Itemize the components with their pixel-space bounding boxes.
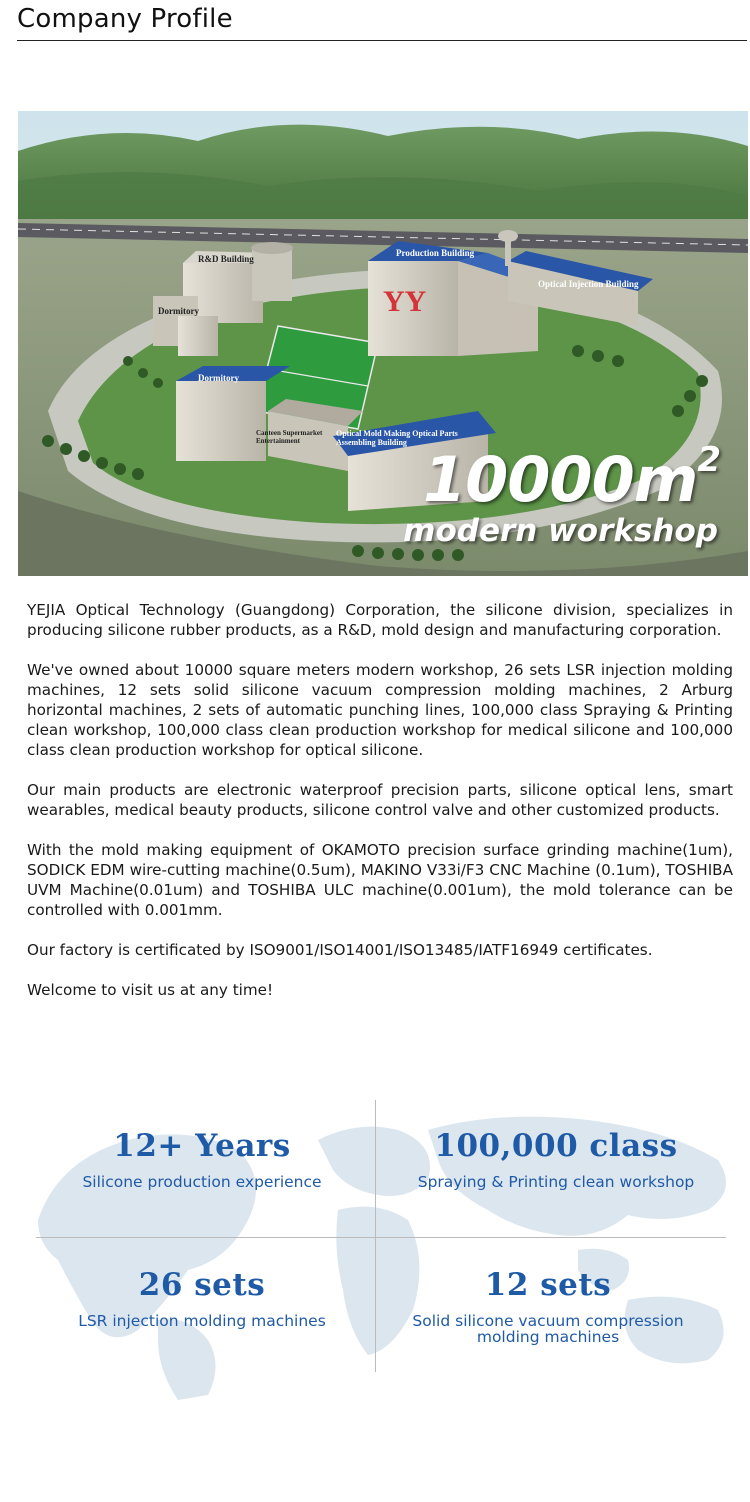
stat-label: Solid silicone vacuum compression molding machines <box>412 1312 684 1346</box>
stats-panel <box>18 1100 748 1400</box>
building-label: Dormitory <box>198 373 239 383</box>
stat-card <box>22 1128 382 1190</box>
divider-horizontal <box>36 1237 726 1238</box>
description-paragraph: Welcome to visit us at any time! <box>27 981 274 999</box>
company-description <box>27 600 733 1020</box>
description-paragraph: Our main products are electronic waterproof precision parts, silicone optical lens, smart wearables, medical beauty products, silicone control valve and other customized products. <box>27 781 733 819</box>
svg-text:YY: YY <box>383 285 427 318</box>
stat-card <box>376 1128 736 1190</box>
building-label: Optical Mold Making Optical Parts Assembling Building <box>336 429 458 447</box>
page-title: Company Profile <box>17 4 233 34</box>
hero-subline: modern workshop <box>403 513 718 549</box>
stat-label: LSR injection molding machines <box>78 1312 326 1330</box>
stat-value: 12+ Years <box>113 1128 291 1164</box>
description-paragraph: With the mold making equipment of OKAMOTO precision surface grinding machine(1um), SODICK EDM wire-cutting machine(0.5um), MAKINO V33i/F3 CNC Machine (0.1um), TOSHIBA UVM Machine(0.01um) and TOSHIBA ULC machine(0.001um), the mold tolerance can be controlled with 0.001mm. <box>27 841 733 919</box>
building-label: Dormitory <box>158 306 199 316</box>
stat-label: Spraying & Printing clean workshop <box>417 1173 695 1191</box>
description-paragraph: We've owned about 10000 square meters modern workshop, 26 sets LSR injection molding machines, 12 sets solid silicone vacuum compression molding machines, 2 Arburg horizontal machines, 2 sets of automatic punching lines, 100,000 class Spraying & Printing clean workshop, 100,000 class clean production workshop for medical silicone and 100,000 class clean production workshop for optical silicone. <box>27 661 733 759</box>
hero-headline: $10000m^2$ <box>423 440 720 516</box>
stat-label: Silicone production experience <box>82 1173 322 1191</box>
stat-card <box>368 1267 728 1345</box>
stat-value: 12 sets <box>484 1267 612 1303</box>
section-header <box>17 0 747 41</box>
description-paragraph: YEJIA Optical Technology (Guangdong) Corporation, the silicone division, specializes in producing silicone rubber products, as a R&D, mold design and manufacturing corporation. <box>27 601 733 639</box>
factory-aerial-image <box>18 111 748 576</box>
building-label: Optical Injection Building <box>538 279 639 289</box>
stat-value: 26 sets <box>138 1267 266 1303</box>
stat-card <box>22 1267 382 1329</box>
stat-value: 100,000 class <box>434 1128 678 1164</box>
description-paragraph: Our factory is certificated by ISO9001/ISO14001/ISO13485/IATF16949 certificates. <box>27 941 653 959</box>
building-label: Production Building <box>396 248 475 258</box>
building-label: R&D Building <box>198 254 254 264</box>
building-label: Canteen Supermarket Entertainment <box>256 429 323 445</box>
